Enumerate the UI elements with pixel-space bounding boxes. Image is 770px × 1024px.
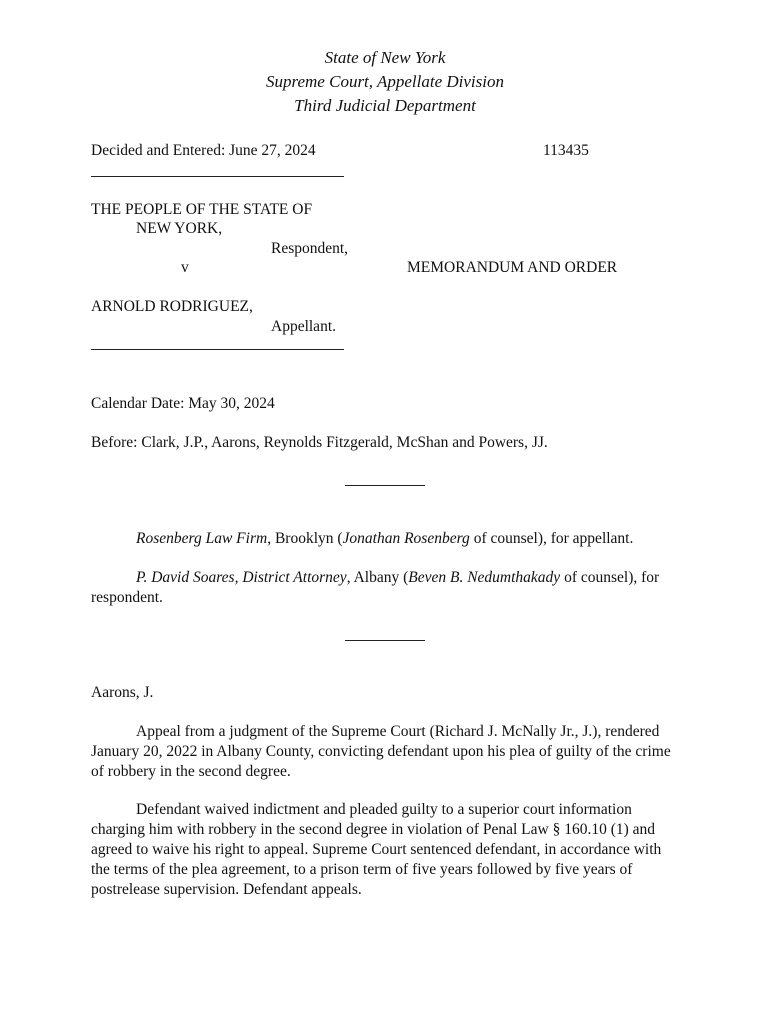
calendar-date: Calendar Date: May 30, 2024 [91, 395, 275, 412]
opinion-author: Aarons, J. [91, 684, 154, 701]
before-panel: Before: Clark, J.P., Aarons, Reynolds Fitzgerald, McShan and Powers, JJ. [91, 434, 548, 451]
respondent-party-line2: NEW YORK, [136, 220, 223, 237]
respondent-counsel [91, 568, 681, 608]
versus: v [181, 259, 189, 276]
section-divider-2 [345, 640, 425, 641]
appellant-attorney: Jonathan Rosenberg [342, 530, 470, 547]
appellant-counsel [91, 529, 681, 549]
decided-entered-date: Decided and Entered: June 27, 2024 [91, 142, 316, 159]
appellant-location: , Brooklyn ( [267, 530, 343, 547]
document-title: MEMORANDUM AND ORDER [407, 259, 618, 276]
section-divider-1 [345, 485, 425, 486]
respondent-party-line1: THE PEOPLE OF THE STATE OF [91, 201, 313, 218]
respondent-counsel-end: of counsel), for respondent. [91, 569, 660, 606]
caption-bottom-rule [91, 349, 344, 350]
court-name-line2: Supreme Court, Appellate Division [266, 72, 504, 91]
docket-number: 113435 [543, 142, 589, 159]
respondent-location: , Albany ( [346, 569, 409, 586]
court-name-line3: Third Judicial Department [294, 96, 476, 115]
opinion-paragraph-2: Defendant waived indictment and pleaded guilty to a superior court information charging him with robbery in the second degree in violation of Penal Law § 160.10 (1) and agreed to waive his right to appeal. Supreme Court sentenced defendant, in accordance with the terms of the plea agreement, to a prison term of five years followed by five years of postrelease supervision. Defendant appeals. [91, 801, 662, 898]
appellant-firm: Rosenberg Law Firm [136, 530, 268, 547]
appellant-counsel-end: of counsel), for appellant. [469, 530, 634, 547]
appellant-party: ARNOLD RODRIGUEZ, [91, 298, 253, 315]
caption-top-rule [91, 176, 344, 177]
respondent-role: Respondent, [271, 240, 349, 257]
appellant-role: Appellant. [271, 318, 336, 335]
respondent-attorney: Beven B. Nedumthakady [408, 569, 561, 586]
court-name-line1: State of New York [324, 48, 446, 67]
respondent-firm: P. David Soares, District Attorney [136, 569, 347, 586]
opinion-paragraph-1: Appeal from a judgment of the Supreme Court (Richard J. McNally Jr., J.), rendered January 20, 2022 in Albany County, convicting defendant upon his plea of guilty of the crime of robbery in the second degree. [91, 723, 671, 780]
